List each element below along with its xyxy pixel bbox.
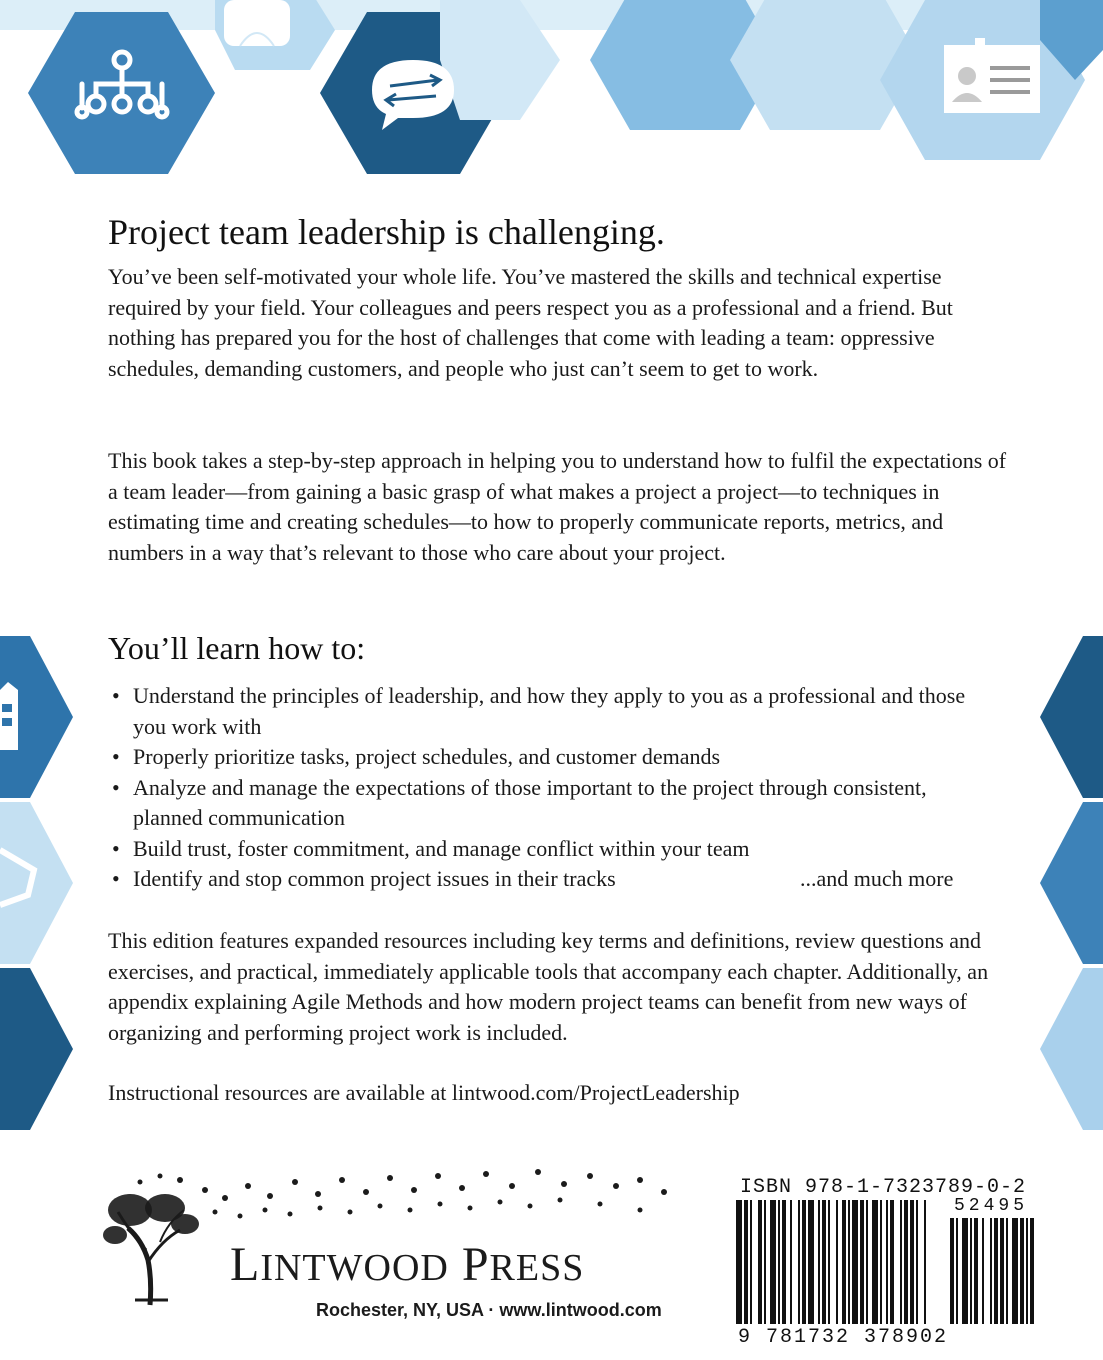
list-item-text: Properly prioritize tasks, project schedules, and customer demands <box>133 744 721 769</box>
barcode-bar <box>1012 1218 1018 1324</box>
barcode-bar <box>994 1218 998 1324</box>
edition-block <box>108 926 1008 1048</box>
list-item-text: Build trust, foster commitment, and manage conflict within your team <box>133 835 750 861</box>
barcode-digits: 9 781732 378902 <box>738 1326 949 1349</box>
publisher-address: Rochester, NY, USA · www.lintwood.com <box>316 1300 662 1320</box>
learn-heading: You’ll learn how to: <box>108 630 366 666</box>
barcode-bar <box>916 1200 918 1324</box>
barcode-bar <box>770 1200 776 1324</box>
bullet: • <box>112 866 120 891</box>
barcode-bar <box>974 1218 978 1324</box>
barcode-bar <box>1000 1218 1004 1324</box>
edition-paragraph: This edition features expanded resources including key terms and definitions, review questions and exercises, and practical, immediately applicable tools that accompany each chapter. Additionally, an appendix explaining Agile Methods and how modern project teams can benefit from new ways of organizing and performing project work is included. <box>108 928 989 1045</box>
list-item <box>108 681 988 742</box>
barcode-bar <box>818 1200 820 1324</box>
intro-heading: Project team leadership is challenging. <box>108 212 665 252</box>
learn-section <box>108 628 1008 668</box>
barcode-bar <box>866 1200 868 1324</box>
barcode-bar <box>822 1200 826 1324</box>
barcode-bar <box>848 1200 850 1324</box>
intro-paragraph-2-block <box>108 446 1008 568</box>
barcode-bar <box>962 1218 968 1324</box>
and-much-more: ...and much more <box>800 866 954 891</box>
learn-list-block <box>108 681 988 895</box>
list-item <box>108 834 988 865</box>
barcode-bar <box>852 1200 858 1324</box>
barcode-bar <box>860 1200 864 1324</box>
barcode-bar <box>950 1218 954 1324</box>
list-item <box>108 742 988 773</box>
barcode-bar <box>970 1218 972 1324</box>
barcode-bar <box>828 1200 830 1324</box>
barcode-bar <box>890 1200 894 1324</box>
bullet: • <box>112 683 120 708</box>
barcode-bar <box>736 1200 742 1324</box>
barcode-bar <box>764 1200 766 1324</box>
list-item-text: Analyze and manage the expectations of those important to the project through consistent, planned communication <box>133 774 927 830</box>
list-item-text: Understand the principles of leadership, and how they apply to you as a professional and those you work with <box>133 683 966 739</box>
barcode-bar <box>904 1200 908 1324</box>
bullet: • <box>112 744 120 769</box>
barcode-bar <box>924 1200 926 1324</box>
barcode-bar <box>886 1200 888 1324</box>
barcode-bar <box>1030 1218 1034 1324</box>
id-card-icon <box>944 38 1040 113</box>
barcode-bar <box>744 1200 748 1324</box>
barcode <box>733 1198 1041 1330</box>
barcode-bar <box>758 1200 762 1324</box>
barcode-bar <box>790 1200 792 1324</box>
bullet: • <box>112 774 120 800</box>
resources-text: Instructional resources are available at lintwood.com/ProjectLeadership <box>108 1080 740 1105</box>
barcode-bar <box>808 1200 814 1324</box>
price-code: 52495 <box>954 1196 1029 1216</box>
barcode-bar <box>880 1200 882 1324</box>
barcode-bar <box>872 1200 878 1324</box>
barcode-bar <box>910 1200 914 1324</box>
intro-paragraph-2: This book takes a step-by-step approach in helping you to understand how to fulfil the expectations of a team leader—from gaining a basic grasp of what makes a project a project—to techniques in estimating time and creating schedules—to how to properly communicate reports, metrics, and numbers in a way that’s relevant to those who care about your project. <box>108 448 1007 565</box>
user-avatar-icon <box>224 0 290 46</box>
intro-paragraph-1-block <box>108 262 1008 384</box>
barcode-bar <box>956 1218 958 1324</box>
barcode-bar <box>1020 1218 1024 1324</box>
barcode-bar <box>750 1200 752 1324</box>
barcode-bar <box>982 1218 984 1324</box>
document-icon <box>0 682 18 750</box>
barcode-bar <box>900 1200 902 1324</box>
barcode-bar <box>802 1200 806 1324</box>
barcode-bar <box>836 1200 838 1324</box>
barcode-bar <box>1026 1218 1028 1324</box>
barcode-bar <box>782 1200 786 1324</box>
barcode-bar <box>1006 1218 1008 1324</box>
resources-block <box>108 1078 1008 1109</box>
barcode-bar <box>778 1200 780 1324</box>
publisher-name: LINTWOOD PRESS <box>230 1238 585 1291</box>
list-item <box>108 773 988 834</box>
list-item-text: Identify and stop common project issues in their tracks <box>133 866 616 891</box>
intro-section <box>108 210 1008 254</box>
isbn-text: ISBN 978-1-7323789-0-2 <box>740 1176 1027 1199</box>
barcode-bar <box>842 1200 846 1324</box>
intro-paragraph-1: You’ve been self-motivated your whole life. You’ve mastered the skills and technical expertise required by your field. Your colleagues and peers respect you as a professional and a friend. But nothing has prepared you for the host of challenges that come with leading a team: oppressive schedules, demanding customers, and people who just can’t seem to get to work. <box>108 264 953 381</box>
barcode-bar <box>798 1200 800 1324</box>
learn-list <box>108 681 988 895</box>
bullet: • <box>112 835 120 861</box>
barcode-bar <box>990 1218 992 1324</box>
